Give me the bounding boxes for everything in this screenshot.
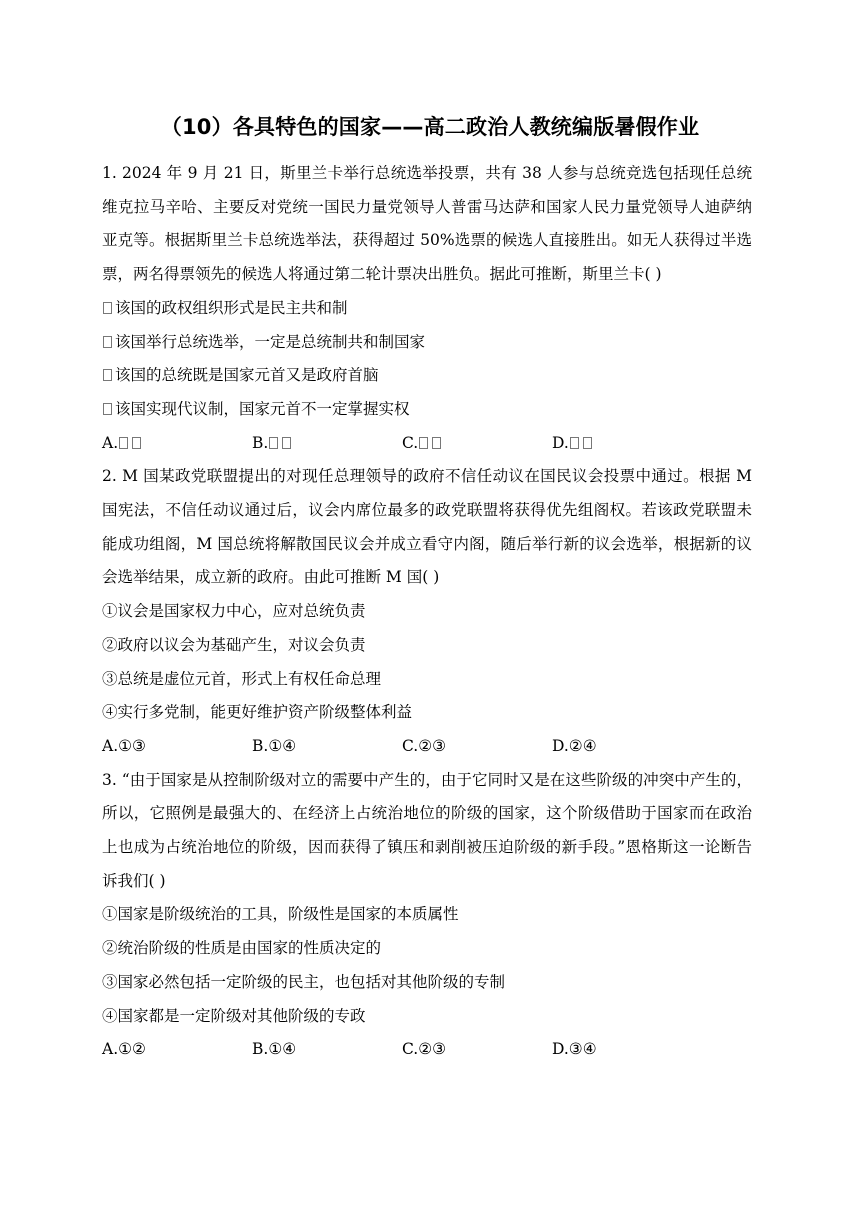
option-d: D. (552, 427, 702, 461)
question-1 (102, 157, 752, 460)
option-d: D.③④ (552, 1040, 597, 1059)
question-stem: 1. 2024 年 9 月 21 日，斯里兰卡举行总统选举投票，共有 38 人参与总统竞选包括现任总统维克拉马辛哈、主要反对党统一国民力量党领导人普雷马达萨和国家人民力量党领导人迪萨纳亚克等。根据斯里兰卡总统选举法，获得超过 50%选票的候选人直接胜出。如无人获得过半选票，两名得票领先的候选人将通过第二轮计票决出胜负。据此可推断，斯里兰卡( ) (102, 164, 752, 284)
option-c: C.②③ (402, 736, 447, 755)
missing-glyph-box (419, 437, 428, 449)
statement-item: ③国家必然包括一定阶级的民主，也包括对其他阶级的专制 (102, 972, 506, 991)
option-a: A.①② (102, 1040, 146, 1059)
statement-item: ②统治阶级的性质是由国家的性质决定的 (102, 939, 382, 958)
missing-glyph-box (103, 403, 112, 415)
option-a: A.①③ (102, 736, 146, 755)
answer-options (102, 730, 752, 764)
statement-item: ③总统是虚位元首，形式上有权任命总理 (102, 669, 382, 688)
missing-glyph-box (570, 437, 579, 449)
missing-glyph-box (119, 437, 128, 449)
statement-item: ④实行多党制，能更好维护资产阶级整体利益 (102, 703, 413, 722)
statement-item: ①国家是阶级统治的工具，阶级性是国家的本质属性 (102, 905, 459, 924)
statement-item: ④国家都是一定阶级对其他阶级的专政 (102, 1006, 366, 1025)
missing-glyph-box (269, 437, 278, 449)
option-d: D.②④ (552, 736, 597, 755)
answer-options (102, 427, 752, 461)
option-c: C.②③ (402, 1040, 447, 1059)
answer-options (102, 1033, 752, 1067)
option-c: C. (402, 427, 552, 461)
statement-item: ①议会是国家权力中心，应对总统负责 (102, 602, 366, 621)
option-b: B. (252, 427, 402, 461)
option-a: A. (102, 427, 252, 461)
statement-item: 该国的总统既是国家元首又是政府首脑 (102, 359, 752, 393)
statement-item: 该国举行总统选举，一定是总统制共和制国家 (102, 326, 752, 360)
missing-glyph-box (103, 369, 112, 381)
statement-item: ②政府以议会为基础产生，对议会负责 (102, 635, 366, 654)
missing-glyph-box (103, 336, 112, 348)
question-stem: 2. M 国某政党联盟提出的对现任总理领导的政府不信任动议在国民议会投票中通过。根据 M 国宪法，不信任动议通过后，议会内席位最多的政党联盟将获得优先组阁权。若该政党联盟未能成功组阁，M 国总统将解散国民议会并成立看守内阁，随后举行新的议会选举，根据新的议会选举结果，成立新的政府。由此可推断 M 国( ) (102, 467, 752, 587)
statement-item: 该国的政权组织形式是民主共和制 (102, 292, 752, 326)
question-2 (102, 460, 752, 763)
page-title: （10）各具特色的国家——高二政治人教统编版暑假作业 (160, 115, 700, 139)
missing-glyph-box (132, 437, 141, 449)
question-list (102, 157, 752, 1067)
missing-glyph-box (282, 437, 291, 449)
option-b: B.①④ (252, 1040, 297, 1059)
missing-glyph-box (103, 302, 112, 314)
question-3 (102, 764, 752, 1067)
missing-glyph-box (583, 437, 592, 449)
question-stem: 3. “由于国家是从控制阶级对立的需要中产生的，由于它同时又是在这些阶级的冲突中产生的，所以，它照例是最强大的、在经济上占统治地位的阶级的国家，这个阶级借助于国家而在政治上也成为占统治地位的阶级，因而获得了镇压和剥削被压迫阶级的新手段。”恩格斯这一论断告诉我们( ) (102, 770, 752, 890)
statement-item: 该国实现代议制，国家元首不一定掌握实权 (102, 393, 752, 427)
missing-glyph-box (432, 437, 441, 449)
option-b: B.①④ (252, 736, 297, 755)
